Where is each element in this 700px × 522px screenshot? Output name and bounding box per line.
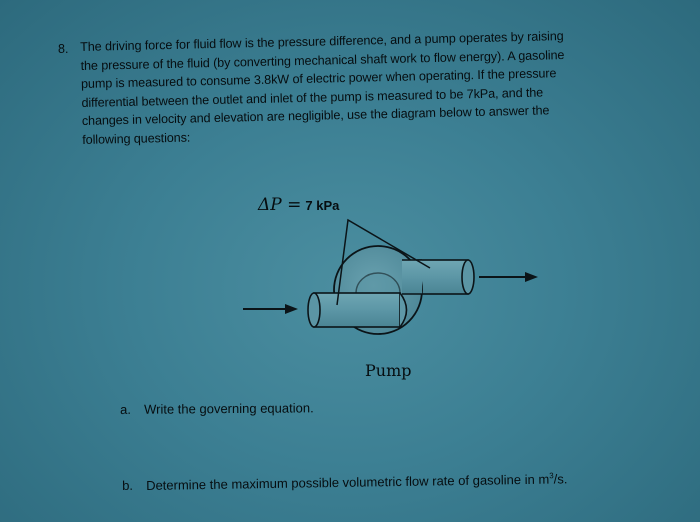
- delta-p-symbol: ΔP =: [258, 195, 302, 215]
- inlet-pipe: [308, 293, 407, 327]
- part-b-text: Determine the maximum possible volumetric flow rate of gasoline in m: [146, 471, 550, 493]
- part-b-units: /s.: [553, 471, 568, 487]
- part-a-text: Write the governing equation.: [143, 400, 314, 417]
- part-b-exponent: 3: [549, 471, 554, 481]
- outlet-flow-arrow: [479, 272, 538, 282]
- delta-p-value: 7 kPa: [305, 198, 340, 213]
- part-b-letter: b.: [122, 478, 134, 494]
- question-line: the pressure of the fluid (by converting mechanical shaft work to flow energy). A gasoline: [80, 47, 565, 73]
- question-line: The driving force for fluid flow is the pressure difference, and a pump operates by raising: [80, 29, 564, 54]
- question-line: changes in velocity and elevation are negligible, use the diagram below to answer the: [81, 103, 550, 128]
- part-a: [120, 400, 314, 417]
- question-line: pump is measured to consume 3.8kW of electric power when operating. If the pressure: [80, 66, 557, 91]
- question-number: 8.: [58, 42, 69, 56]
- question-line: following questions:: [82, 130, 191, 147]
- part-b: [122, 471, 568, 493]
- pump-diagram: [230, 185, 560, 385]
- pump-label: Pump: [365, 361, 412, 380]
- question-text: [80, 24, 694, 149]
- part-a-letter: a.: [120, 401, 131, 417]
- question-line: differential between the outlet and inlet of the pump is measured to be 7kPa, and the: [81, 85, 544, 110]
- inlet-flow-arrow: [243, 304, 298, 314]
